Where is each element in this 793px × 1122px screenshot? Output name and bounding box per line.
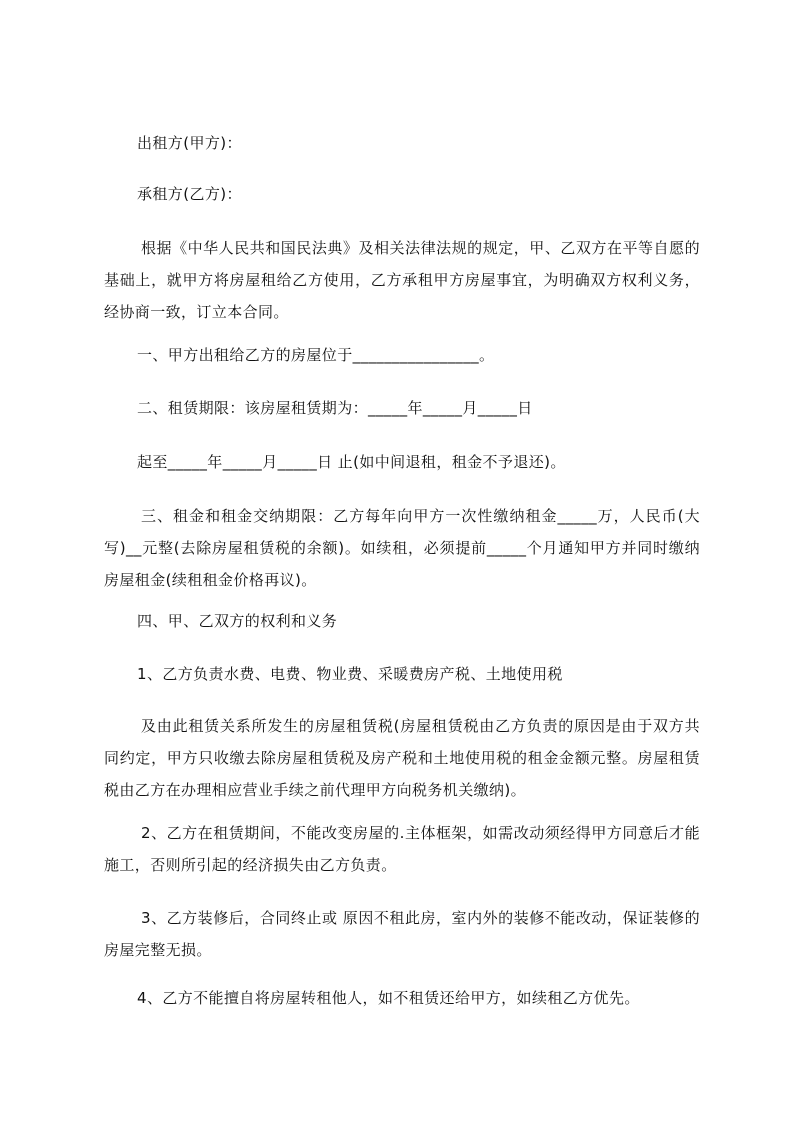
- clause-4-item-1-continued: 及由此租赁关系所发生的房屋租赁税(房屋租赁税由乙方负责的原因是由于双方共同约定，甲方只收缴去除房屋租赁税及房产税和土地使用税的租金金额元整。房屋租赁税由乙方在办理相应营业手续之前代理甲方向税务机关缴纳)。: [104, 717, 700, 799]
- preamble-paragraph: 根据《中华人民共和国民法典》及相关法律法规的规定，甲、乙双方在平等自愿的基础上，就甲方将房屋租给乙方使用，乙方承租甲方房屋事宜，为明确双方权利义务，经协商一致，订立本合同。: [104, 239, 700, 321]
- lessee-line: 承租方(乙方)：: [137, 185, 242, 203]
- clause-2-term-end: 起至_____年_____月_____日 止(如中间退租，租金不予退还)。: [137, 453, 566, 471]
- clause-2-term-start: 二、租赁期限：该房屋租赁期为：_____年_____月_____日: [137, 399, 533, 417]
- lessor-line: 出租方(甲方)：: [137, 134, 242, 152]
- clause-4-item-4: 4、乙方不能擅自将房屋转租他人，如不租赁还给甲方，如续租乙方优先。: [137, 989, 640, 1007]
- clause-4-item-1: 1、乙方负责水费、电费、物业费、采暖费房产税、土地使用税: [137, 665, 563, 683]
- clause-4-item-3: 3、乙方装修后，合同终止或 原因不租此房，室内外的装修不能改动，保证装修的房屋完整无损。: [104, 909, 700, 959]
- clause-1-location: 一、甲方出租给乙方的房屋位于________________。: [137, 346, 495, 364]
- clause-3-rent: 三、租金和租金交纳期限：乙方每年向甲方一次性缴纳租金_____万，人民币(大写)__元整(去除房屋租赁税的余额)。如续租，必须提前_____个月通知甲方并同时缴纳房屋租金(续租租金价格再议)。: [104, 507, 700, 589]
- clause-4-item-2: 2、乙方在租赁期间，不能改变房屋的.主体框架，如需改动须经得甲方同意后才能施工，否则所引起的经济损失由乙方负责。: [104, 824, 700, 874]
- clause-4-title: 四、甲、乙双方的权利和义务: [137, 612, 338, 630]
